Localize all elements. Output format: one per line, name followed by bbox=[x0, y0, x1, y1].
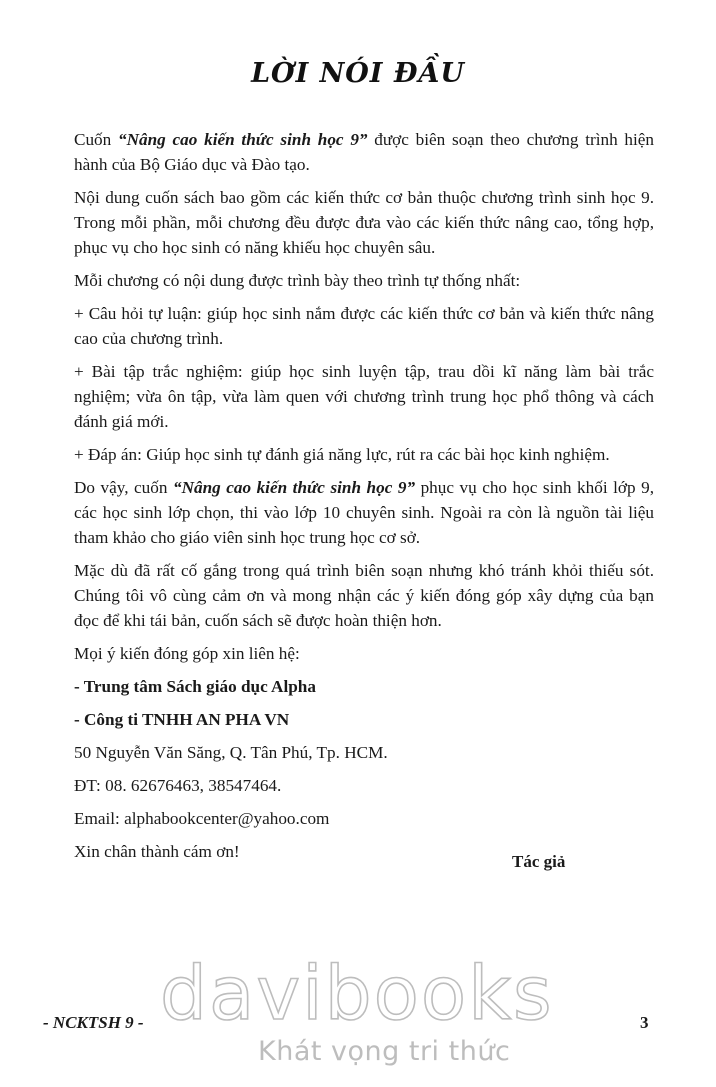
author-signature: Tác giả bbox=[512, 852, 566, 871]
contact-org-1: - Trung tâm Sách giáo dục Alpha bbox=[74, 677, 316, 696]
paragraph-4: + Câu hỏi tự luận: giúp học sinh nắm được các kiến thức cơ bản và kiến thức nâng cao của chương trình. bbox=[74, 304, 654, 348]
contact-intro: Mọi ý kiến đóng góp xin liên hệ: bbox=[74, 644, 300, 663]
footer-book-code: - NCKTSH 9 - bbox=[43, 1013, 144, 1032]
paragraph-3: Mỗi chương có nội dung được trình bày theo trình tự thống nhất: bbox=[74, 271, 521, 290]
closing-thanks: Xin chân thành cám ơn! bbox=[74, 842, 240, 861]
page-number: 3 bbox=[640, 1013, 649, 1032]
paragraph-1-lead: Cuốn bbox=[74, 130, 119, 149]
contact-phone: ĐT: 08. 62676463, 38547464. bbox=[74, 776, 282, 795]
contact-block bbox=[74, 641, 654, 864]
paragraph-2: Nội dung cuốn sách bao gồm các kiến thức cơ bản thuộc chương trình sinh học 9. Trong mỗi phần, mỗi chương đều được đưa vào các kiến thức nâng cao, tổng hợp, phục vụ cho học sinh có năng khiếu học chuyên sâu. bbox=[74, 188, 654, 257]
paragraph-7 bbox=[74, 475, 654, 550]
paragraph-7-rest: phục vụ cho học sinh khối lớp 9, các học sinh lớp chọn, thi vào lớp 10 chuyên sinh. Ngoài ra còn là nguồn tài liệu tham khảo cho giáo viên sinh học trung học cơ sở. bbox=[74, 478, 654, 547]
paragraph-8: Mặc dù đã rất cố gắng trong quá trình biên soạn nhưng khó tránh khỏi thiếu sót. Chúng tôi vô cùng cảm ơn và mong nhận các ý kiến đóng góp xây dựng của bạn đọc để khi tái bản, cuốn sách sẽ được hoàn thiện hơn. bbox=[74, 561, 654, 630]
paragraph-7-lead: Do vậy, cuốn bbox=[74, 478, 173, 497]
preface-body bbox=[74, 127, 654, 872]
paragraph-6: + Đáp án: Giúp học sinh tự đánh giá năng lực, rút ra các bài học kinh nghiệm. bbox=[74, 445, 610, 464]
page-title: LỜI NÓI ĐẦU bbox=[251, 58, 465, 89]
book-title: “Nâng cao kiến thức sinh học 9” bbox=[172, 478, 416, 497]
contact-address: 50 Nguyễn Văn Săng, Q. Tân Phú, Tp. HCM. bbox=[74, 743, 388, 762]
watermark-tagline: Khát vọng tri thức bbox=[258, 1036, 511, 1067]
book-title: “Nâng cao kiến thức sinh học 9” bbox=[118, 130, 368, 149]
watermark-logo: davibooks bbox=[160, 951, 554, 1037]
paragraph-1 bbox=[74, 127, 654, 177]
contact-email: Email: alphabookcenter@yahoo.com bbox=[74, 809, 330, 828]
contact-org-2: - Công ti TNHH AN PHA VN bbox=[74, 710, 290, 729]
paragraph-5: + Bài tập trắc nghiệm: giúp học sinh luyện tập, trau dồi kĩ năng làm bài trắc nghiệm; vừa ôn tập, vừa làm quen với chương trình trung học phổ thông và cách đánh giá mới. bbox=[74, 362, 654, 431]
paragraph-1-rest: được biên soạn theo chương trình hiện hành của Bộ Giáo dục và Đào tạo. bbox=[74, 130, 655, 174]
